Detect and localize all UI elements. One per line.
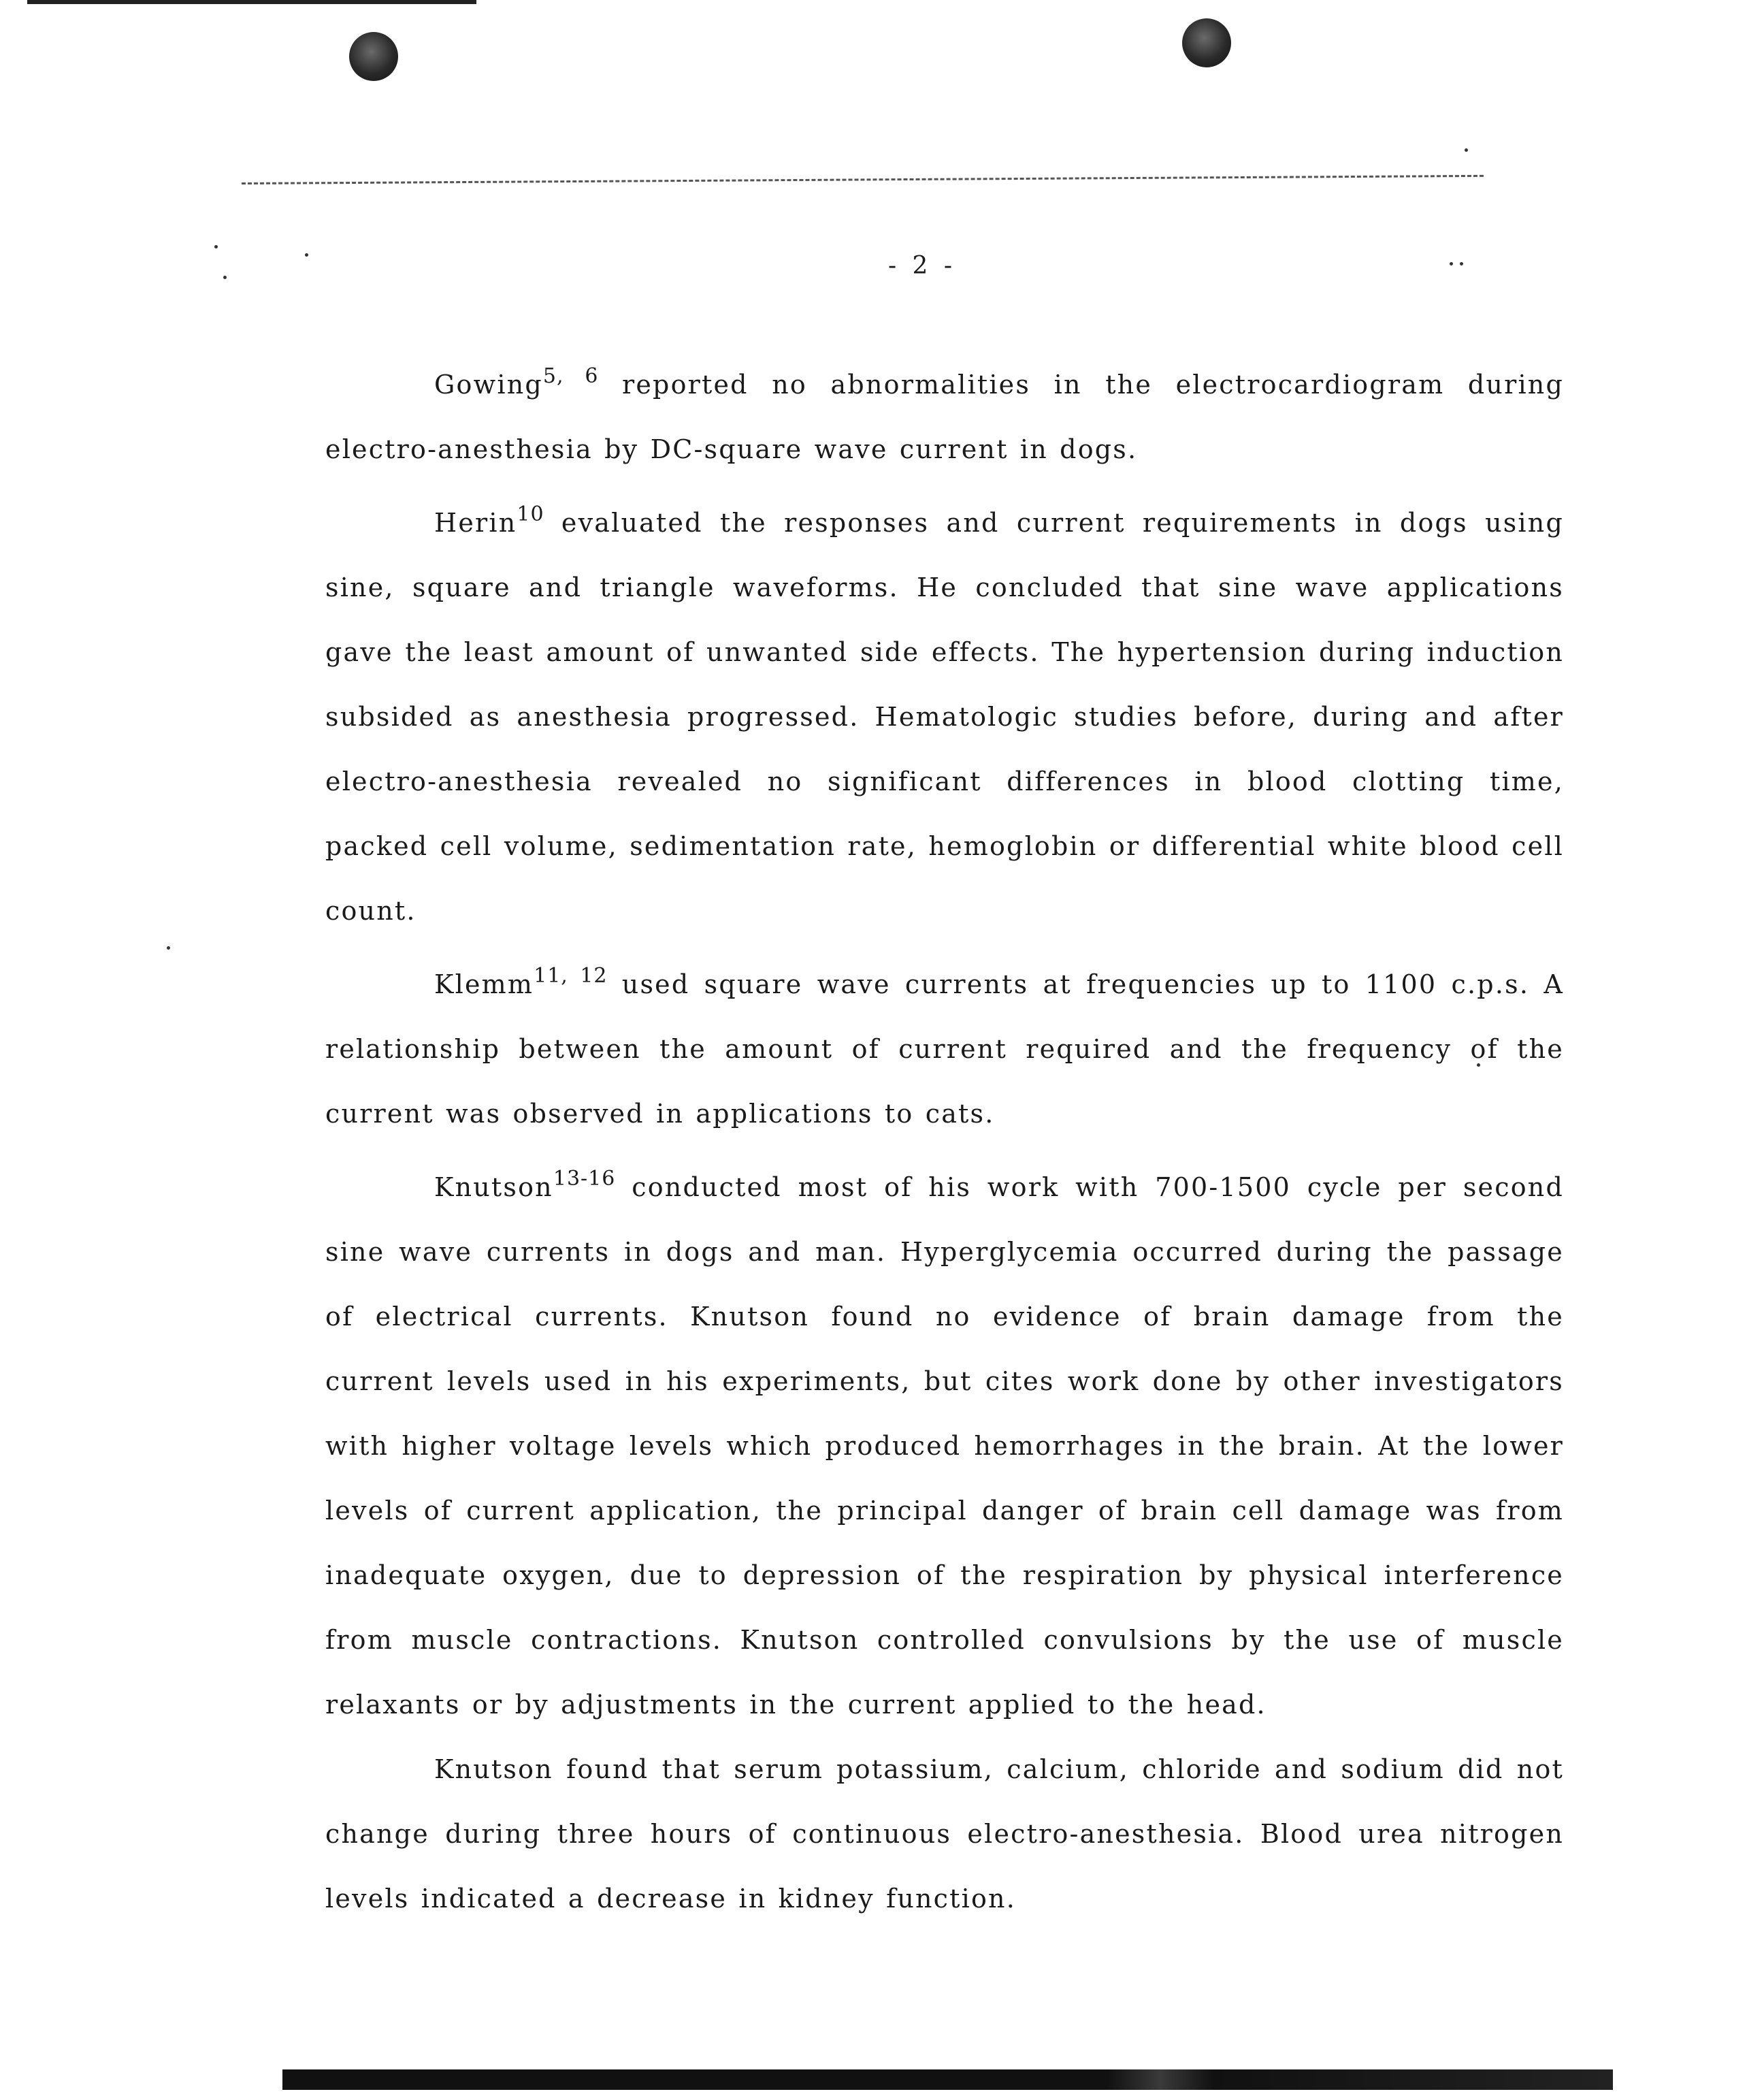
paragraph-gowing (325, 344, 1564, 482)
punch-hole-right (1182, 18, 1231, 67)
citation-refs: 13-16 (553, 1167, 616, 1191)
paragraph-text: conducted most of his work with 700-1500 cycle per second sine wave currents in dogs and man. Hyperglycemia occurred during the passage of electrical currents. Knutson found no evidence of brain damage from the current levels used in his experiments, but cites work done by other investigators with higher voltage levels which produced hemorrhages in the brain. At the lower levels of current application, the principal danger of brain cell damage was from inadequate oxygen, due to depression of the respiration by physical interference from muscle contractions. Knutson controlled convulsions by the use of muscle relaxants or by adjustments in the current applied to the head. (325, 1172, 1564, 1720)
author-name: Herin (434, 508, 517, 538)
author-name: Knutson (434, 1172, 553, 1202)
paragraph-klemm (325, 944, 1564, 1146)
top-edge-rule (27, 0, 476, 4)
citation-refs: 10 (517, 502, 544, 526)
punch-hole-left (349, 32, 398, 81)
citation-refs: 11, 12 (534, 964, 608, 988)
paragraph-knutson-serum (325, 1737, 1564, 1931)
scan-speck (1460, 262, 1463, 265)
scan-speck (223, 276, 227, 279)
header-dashed-rule (242, 175, 1484, 184)
paragraph-text: evaluated the responses and current requirements in dogs using sine, square and triangle waveforms. He concluded that sine wave applications gave the least amount of unwanted side effects. The hypertension during induction subsided as anesthesia progressed. Hematologic studies before, during and after electro-anesthesia revealed no significant differences in blood clotting time, packed cell volume, sedimentation rate, hemoglobin or differential white blood cell count. (325, 508, 1564, 926)
bottom-scan-band (282, 2069, 1613, 2090)
scan-speck (1465, 148, 1468, 152)
paragraph-text: Knutson found that serum potassium, calcium, chloride and sodium did not change during three hours of continuous electro-anesthesia. Blood urea nitrogen levels indicated a decrease in kidney function. (325, 1754, 1564, 1914)
scan-speck (214, 245, 218, 248)
citation-refs: 5, 6 (542, 364, 599, 388)
page-number: - 2 - (887, 252, 957, 280)
paragraph-text: reported no abnormalities in the electrocardiogram during electro-anesthesia by DC-square wave current in dogs. (325, 370, 1565, 464)
scan-speck (305, 253, 308, 257)
author-name: Klemm (434, 969, 534, 999)
paragraph-knutson (325, 1146, 1564, 1737)
paragraph-text: used square wave currents at frequencies up to 1100 c.p.s. A relationship between the amount of current required and the frequency of the current was observed in applications to cats. (325, 969, 1564, 1129)
scan-speck (1450, 262, 1453, 265)
paragraph-herin (325, 482, 1564, 944)
body-text (325, 344, 1564, 1931)
scan-speck (167, 946, 170, 950)
author-name: Gowing (434, 370, 543, 400)
